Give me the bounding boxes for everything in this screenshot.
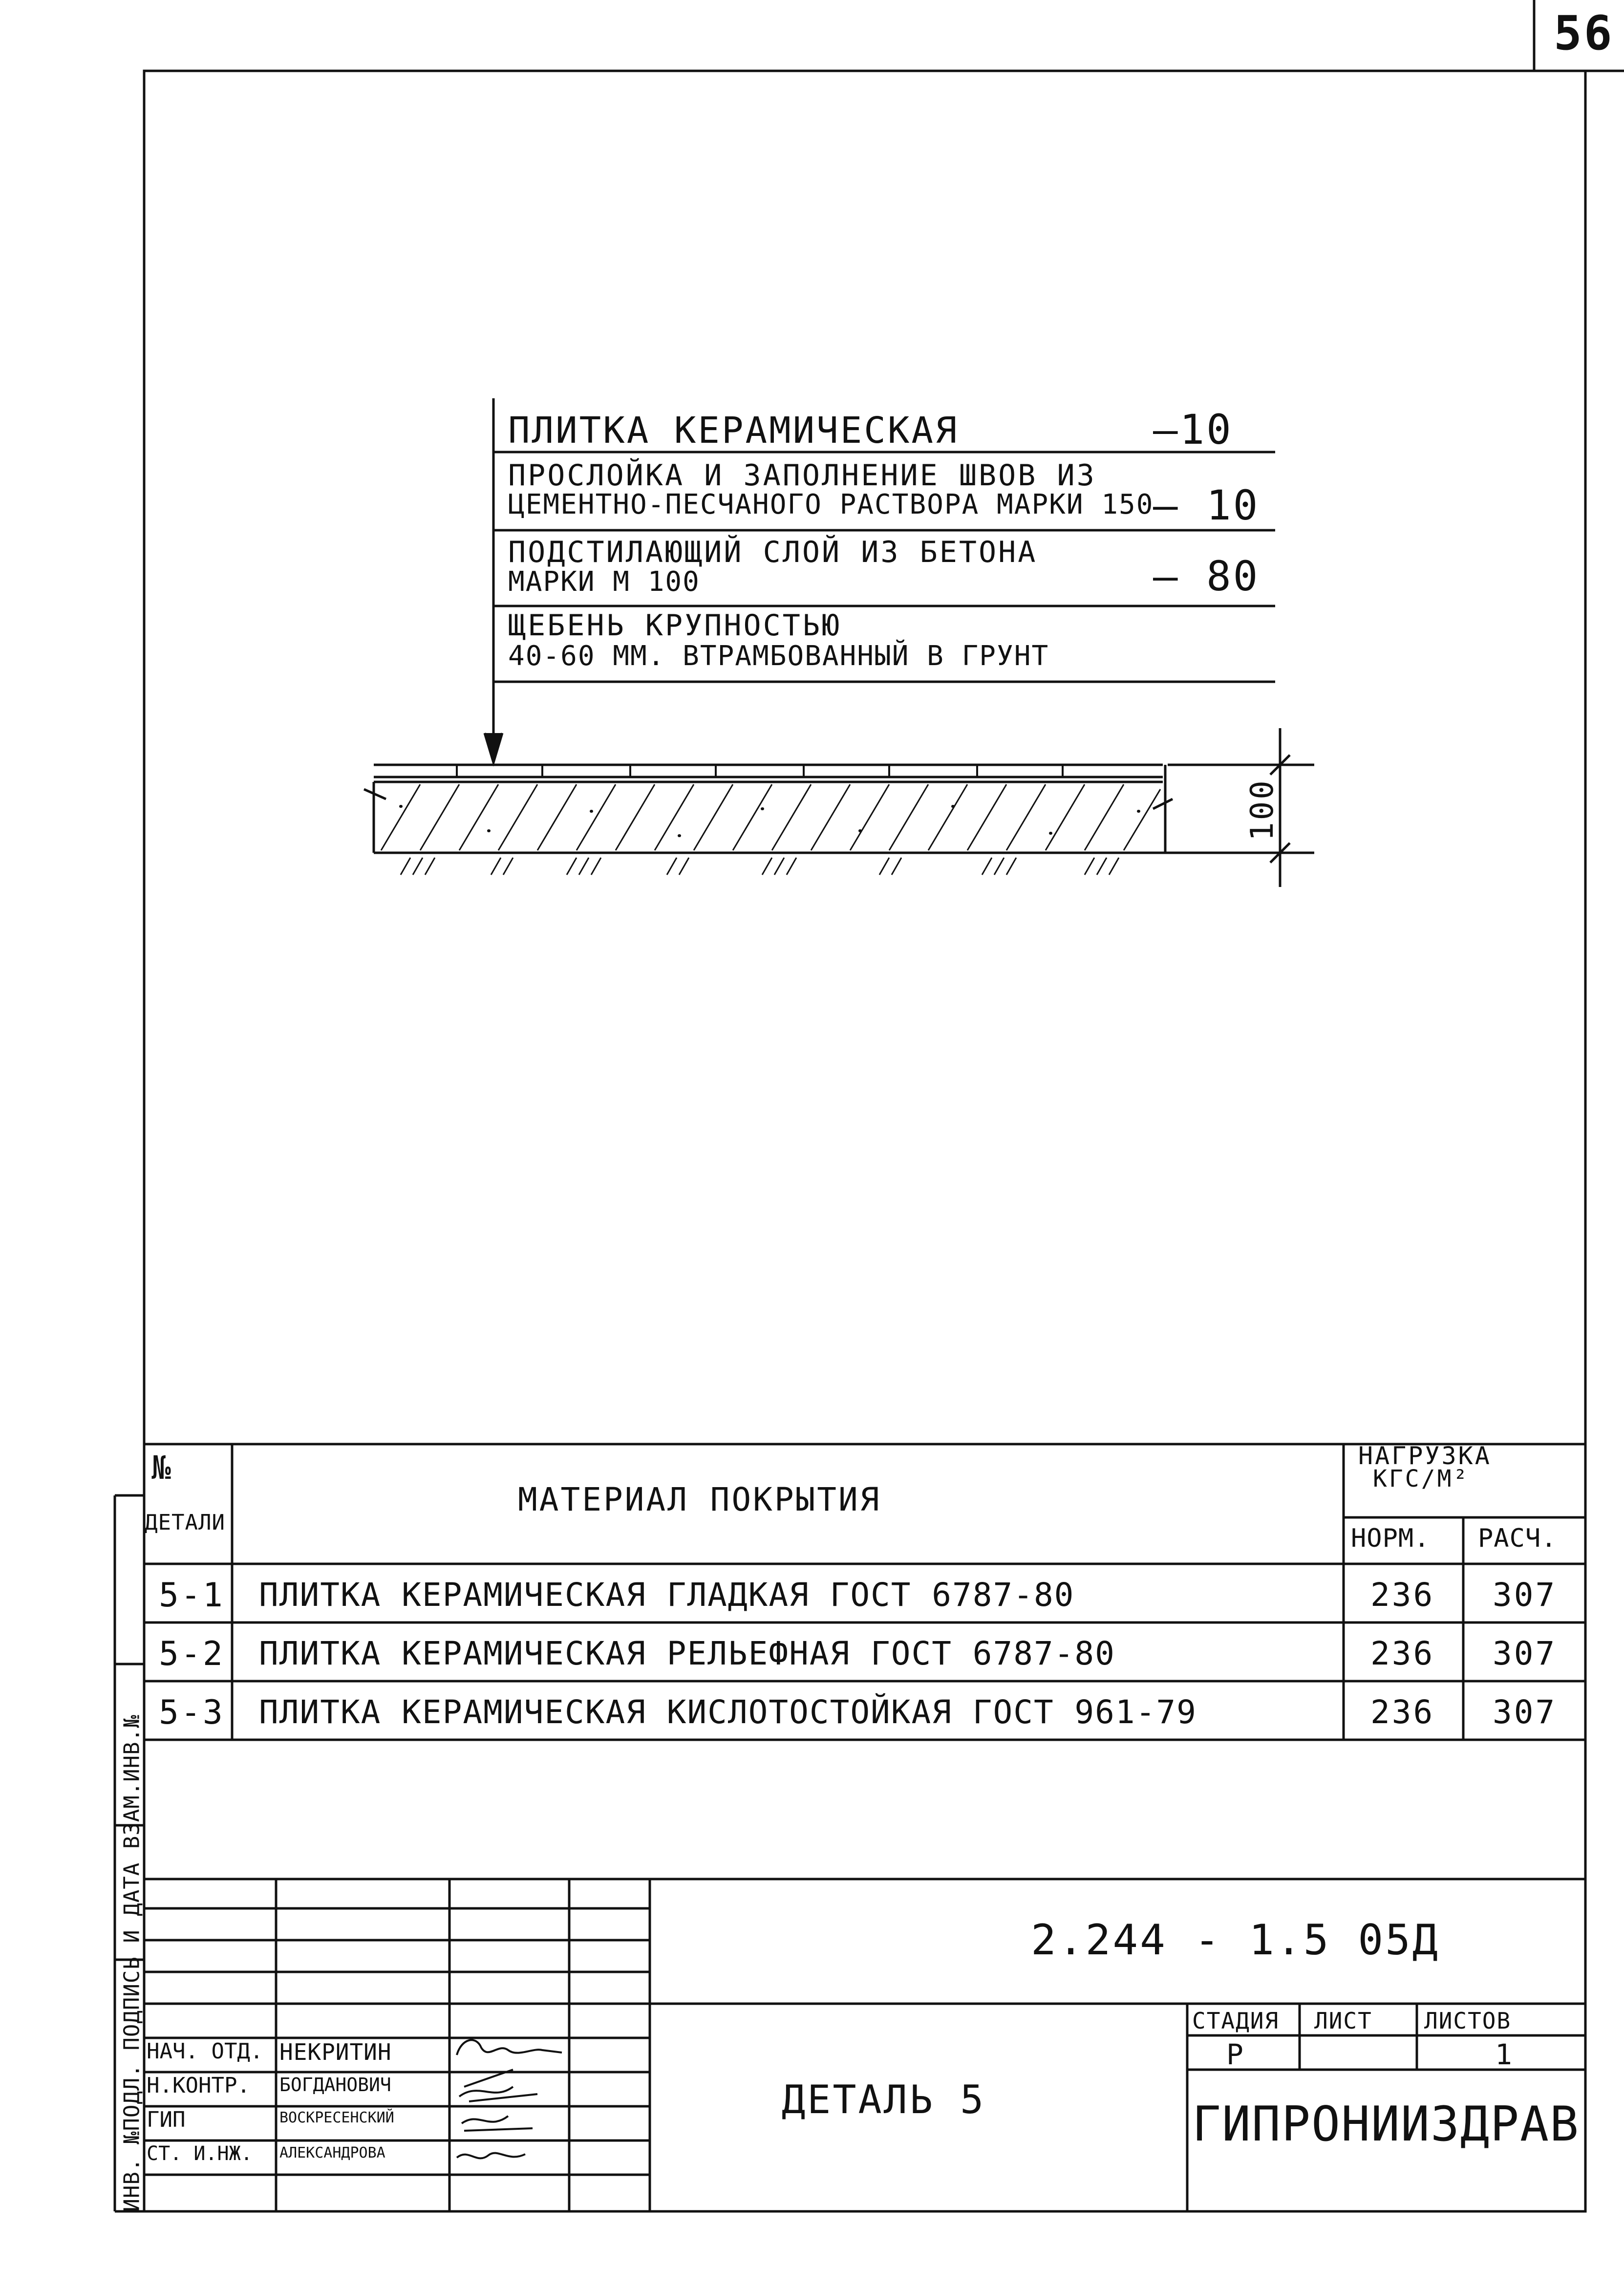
- row-1-norm: 236: [1370, 1576, 1435, 1614]
- dimension-label: 100: [1244, 778, 1281, 841]
- signature-2: [459, 2070, 537, 2101]
- drawing-title: ДЕТАЛЬ 5: [782, 2077, 986, 2122]
- header-number-line-1: №: [151, 1449, 173, 1487]
- row-2-calc: 307: [1493, 1635, 1557, 1672]
- stage-value: Р: [1226, 2038, 1245, 2071]
- document-code: 2.244 - 1.5 05Д: [1031, 1916, 1440, 1965]
- stage-label: СТАДИЯ: [1192, 2008, 1280, 2034]
- row-2-number: 5-2: [159, 1635, 225, 1673]
- signatory-3-role: ГИП: [147, 2107, 186, 2132]
- signatory-2-name: БОГДАНОВИЧ: [279, 2074, 391, 2096]
- layer-1-label: ПЛИТКА КЕРАМИЧЕСКАЯ: [508, 410, 959, 452]
- row-1-number: 5-1: [159, 1576, 225, 1615]
- row-2-material: ПЛИТКА КЕРАМИЧЕСКАЯ РЕЛЬЕФНАЯ ГОСТ 6787-80: [259, 1635, 1115, 1672]
- header-material: МАТЕРИАЛ ПОКРЫТИЯ: [518, 1481, 881, 1518]
- signature-4: [457, 2153, 525, 2159]
- row-3-calc: 307: [1493, 1693, 1557, 1731]
- signatory-1-role: НАЧ. ОТД.: [147, 2039, 263, 2064]
- header-load-norm: НОРМ.: [1351, 1524, 1430, 1553]
- sheet-number: 56: [1554, 6, 1614, 61]
- layer-3-label-line-1: ПОДСТИЛАЮЩИЙ СЛОЙ ИЗ БЕТОНА: [508, 535, 1038, 569]
- signatory-3-name: ВОСКРЕСЕНСКИЙ: [279, 2109, 394, 2126]
- row-3-material: ПЛИТКА КЕРАМИЧЕСКАЯ КИСЛОТОСТОЙКАЯ ГОСТ 961-79: [259, 1693, 1197, 1731]
- signatory-1-name: НЕКРИТИН: [279, 2039, 392, 2065]
- layer-2-label-line-2: ЦЕМЕНТНО-ПЕСЧАНОГО РАСТВОРА МАРКИ 150: [508, 489, 1154, 520]
- row-2-norm: 236: [1370, 1635, 1435, 1672]
- side-stamp: ИНВ. №ПОДЛ. ПОДПИСЬ И ДАТА ВЗАМ.ИНВ.№: [119, 1714, 145, 2212]
- layer-4-label-line-2: 40-60 ММ. ВТРАМБОВАННЫЙ В ГРУНТ: [508, 640, 1049, 672]
- header-load-line-1: НАГРУЗКА: [1358, 1442, 1492, 1470]
- layer-3-label-line-2: МАРКИ М 100: [508, 566, 700, 598]
- layer-1-thickness: —10: [1153, 406, 1233, 454]
- layer-3-thickness: — 80: [1153, 552, 1260, 600]
- layer-2-thickness: — 10: [1153, 481, 1260, 529]
- sheets-value: 1: [1495, 2038, 1514, 2071]
- layer-2-label-line-1: ПРОСЛОЙКА И ЗАПОЛНЕНИЕ ШВОВ ИЗ: [508, 458, 1096, 493]
- row-3-norm: 236: [1370, 1693, 1435, 1731]
- signatory-4-name: АЛЕКСАНДРОВА: [279, 2144, 385, 2162]
- header-load-line-2: КГС/М²: [1373, 1465, 1470, 1492]
- row-1-material: ПЛИТКА КЕРАМИЧЕСКАЯ ГЛАДКАЯ ГОСТ 6787-80: [259, 1576, 1075, 1614]
- signature-1: [457, 2040, 562, 2055]
- signature-3: [462, 2116, 533, 2131]
- header-load-calc: РАСЧ.: [1478, 1524, 1557, 1553]
- row-3-number: 5-3: [159, 1693, 225, 1732]
- sheet-label: ЛИСТ: [1314, 2008, 1372, 2034]
- signatory-4-role: СТ. И.НЖ.: [147, 2142, 253, 2165]
- layer-4-label-line-1: ЩЕБЕНЬ КРУПНОСТЬЮ: [508, 608, 842, 643]
- signatory-2-role: Н.КОНТР.: [147, 2073, 250, 2098]
- sheets-label: ЛИСТОВ: [1424, 2008, 1512, 2034]
- row-1-calc: 307: [1493, 1576, 1557, 1614]
- header-number-line-2: ДЕТАЛИ: [145, 1510, 225, 1535]
- organization: ГИПРОНИИЗДРАВ: [1192, 2097, 1580, 2152]
